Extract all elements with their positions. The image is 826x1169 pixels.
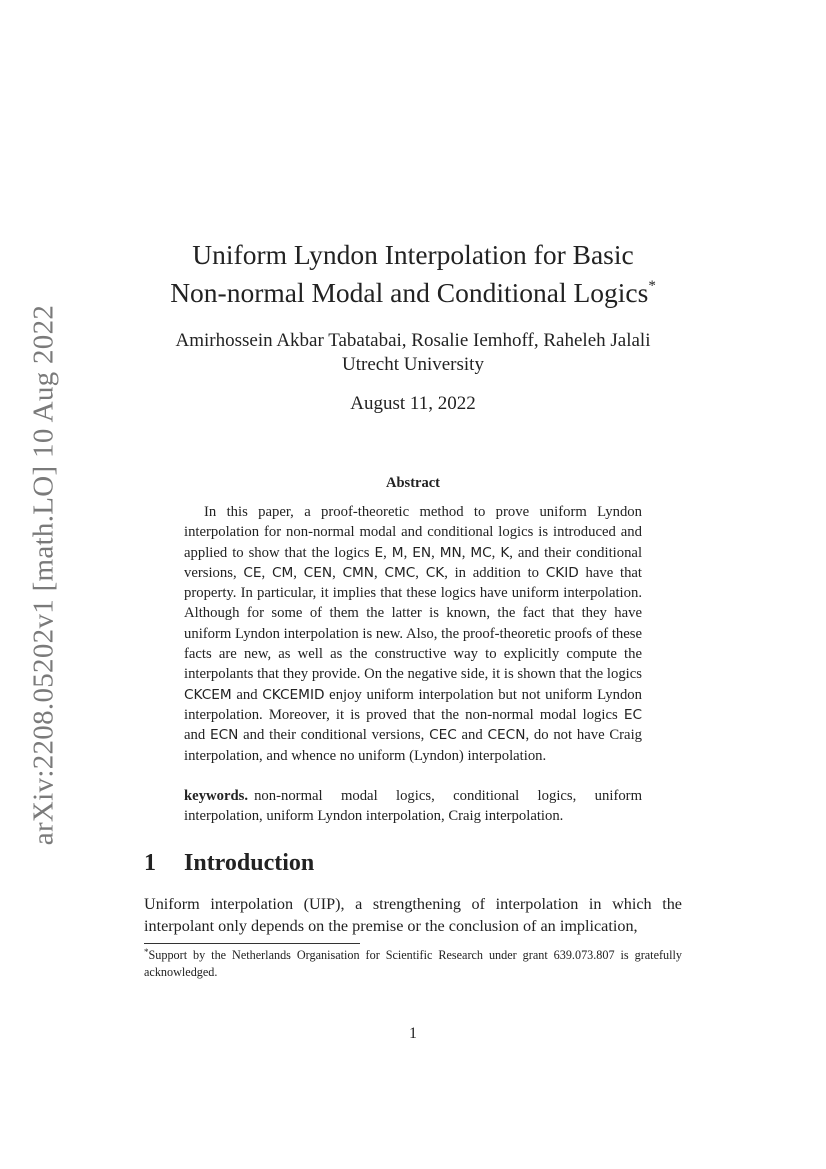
abstract-text-segment: , xyxy=(383,544,392,561)
title-line-1: Uniform Lyndon Interpolation for Basic xyxy=(192,239,634,270)
abstract-text-segment: , xyxy=(293,564,304,581)
footnote xyxy=(144,947,682,981)
keywords-label: keywords. xyxy=(184,788,249,804)
abstract-heading: Abstract xyxy=(386,475,440,491)
page-number: 1 xyxy=(409,1025,417,1042)
abstract-text-segment: have that property. In particular, it implies that these logics have uniform interpolation. Although for some of them the latter is known, the fact that they have uniform Lyndon interpolation is new. Also, the proof-theoretic proofs of these facts are new, as well as the constructive way to explicitly compute the interpolants that they provide. On the negative side, it is shown that the logics xyxy=(184,564,643,683)
abstract-text-segment: , xyxy=(461,544,471,561)
section-number: 1 xyxy=(144,850,156,876)
footnote-text: Support by the Netherlands Organisation for Scientific Research under grant 639.073.807 is gratefully acknowledged. xyxy=(144,948,682,979)
logic-name: CKCEM xyxy=(184,686,232,703)
title-footnote-mark: * xyxy=(648,278,656,294)
abstract-text-segment: enjoy uniform interpolation but not uniform Lyndon interpolation. Moreover, it is proved that the non-normal modal logics xyxy=(184,686,642,723)
introduction-text: Uniform interpolation (UIP), a strengthening of interpolation in which the interpolant only depends on the premise or the conclusion of an implication, xyxy=(144,895,682,935)
logic-name: CKID xyxy=(545,564,579,581)
abstract-text-segment: , xyxy=(491,544,501,561)
logic-name: E xyxy=(374,544,384,561)
logic-name: CECN xyxy=(487,727,526,744)
abstract-text-segment: , xyxy=(261,564,272,581)
abstract-text-segment: and xyxy=(231,686,263,703)
keywords-paragraph xyxy=(184,786,642,827)
abstract-text-segment: , in addition to xyxy=(444,564,546,581)
abstract-text-segment: In this paper, a proof-theoretic method to prove uniform Lyndon interpolation for non-normal modal and conditional logics is introduced and applied to show that the logics xyxy=(184,504,642,561)
abstract-text-segment: , xyxy=(431,544,440,561)
author-names: Amirhossein Akbar Tabatabai, Rosalie Iemhoff, Raheleh Jalali xyxy=(175,330,651,351)
logic-name: K xyxy=(500,544,510,561)
title-line-2 xyxy=(100,274,726,312)
logic-name: EN xyxy=(412,544,432,561)
logic-name: EC xyxy=(623,706,642,723)
paper-date: August 11, 2022 xyxy=(350,393,476,414)
abstract-text-segment: and xyxy=(456,727,488,744)
logic-name: CK xyxy=(425,564,445,581)
logic-name: CMC xyxy=(384,564,416,581)
abstract-text-segment: , xyxy=(415,564,426,581)
abstract-text-segment: and xyxy=(184,727,210,744)
abstract-text-segment: , xyxy=(403,544,413,561)
logic-name: ECN xyxy=(209,727,239,744)
abstract-text xyxy=(184,502,642,766)
title-line-2-text: Non-normal Modal and Conditional Logics xyxy=(170,277,649,308)
logic-name: MC xyxy=(470,544,492,561)
logic-name: CKCEMID xyxy=(262,686,325,703)
logic-name: CEC xyxy=(429,727,457,744)
paper-title xyxy=(100,236,726,312)
affiliation: Utrecht University xyxy=(342,354,484,375)
logic-name: CEN xyxy=(303,564,333,581)
keywords-text: non-normal modal logics, conditional logics, uniform interpolation, uniform Lyndon interpolation, Craig interpolation. xyxy=(184,788,642,825)
arxiv-identifier-stamp: arXiv:2208.05202v1 [math.LO] 10 Aug 2022 xyxy=(27,304,60,846)
abstract-text-segment: , do not have Craig interpolation, and whence no uniform (Lyndon) interpolation. xyxy=(184,727,642,764)
abstract-text-segment: , xyxy=(332,564,343,581)
logic-name: CE xyxy=(243,564,262,581)
author-block xyxy=(100,329,726,377)
footnote-mark: * xyxy=(144,947,149,957)
logic-name: M xyxy=(391,544,404,561)
abstract-text-segment: and their conditional versions, xyxy=(238,727,430,744)
abstract-text-segment: , and their conditional versions, xyxy=(184,544,643,581)
logic-name: CMN xyxy=(342,564,375,581)
abstract-text-segment: , xyxy=(374,564,385,581)
footnote-divider xyxy=(144,943,360,944)
logic-name: MN xyxy=(439,544,462,561)
section-title: Introduction xyxy=(184,850,315,876)
logic-name: CM xyxy=(271,564,294,581)
section-heading-introduction xyxy=(144,850,314,877)
